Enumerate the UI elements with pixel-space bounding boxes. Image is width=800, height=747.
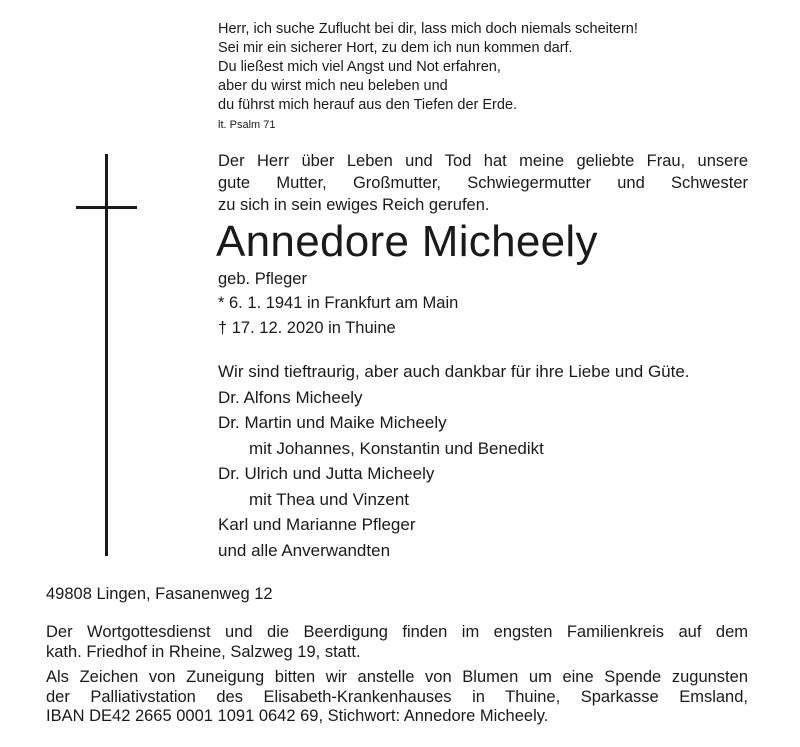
cross-vertical-bar [105, 154, 108, 556]
birth-date: * 6. 1. 1941 in Frankfurt am Main [218, 294, 459, 312]
psalm-source: lt. Psalm 71 [218, 119, 276, 131]
intro-line: Der Herr über Leben und Tod hat meine geliebte Frau, unsere [218, 152, 748, 170]
mourner-name: Dr. Alfons Micheely [218, 387, 363, 407]
donation-notice [46, 668, 748, 727]
mourners-list [218, 359, 758, 563]
mourner-name: und alle Anverwandten [218, 540, 391, 560]
psalm-line: aber du wirst mich neu beleben und [218, 78, 448, 94]
mourner-name: Dr. Ulrich und Jutta Micheely [218, 464, 435, 483]
intro-text [218, 150, 748, 216]
family-address: 49808 Lingen, Fasanenweg 12 [46, 585, 273, 603]
psalm-quote [218, 20, 778, 133]
intro-line: zu sich in sein ewiges Reich gerufen. [218, 196, 490, 214]
donation-line: Als Zeichen von Zuneigung bitten wir anstelle von Blumen um eine Spende zugunsten [46, 668, 748, 686]
mourner-children: mit Johannes, Konstantin und Benedikt [249, 438, 544, 458]
funeral-notice [46, 623, 748, 662]
donation-line: der Palliativstation des Elisabeth-Krankenhauses in Thuine, Sparkasse Emsland, [46, 687, 748, 706]
cross-horizontal-bar [76, 206, 137, 209]
donation-line: IBAN DE42 2665 0001 1091 0642 69, Stichwort: Annedore Micheely. [46, 707, 549, 725]
psalm-line: Herr, ich suche Zuflucht bei dir, lass mich doch niemals scheitern! [218, 21, 638, 37]
deceased-name: Annedore Micheely [216, 217, 598, 266]
mourner-name: Karl und Marianne Pfleger [218, 515, 416, 534]
intro-line: gute Mutter, Großmutter, Schwiegermutter und Schwester [218, 174, 748, 192]
death-date: † 17. 12. 2020 in Thuine [218, 319, 396, 337]
funeral-line: Der Wortgottesdienst und die Beerdigung finden im engsten Familienkreis auf dem [46, 623, 748, 641]
mourners-lead: Wir sind tieftraurig, aber auch dankbar für ihre Liebe und Güte. [218, 362, 690, 381]
psalm-line: Sei mir ein sicherer Hort, zu dem ich nun kommen darf. [218, 40, 573, 56]
psalm-line: Du ließest mich viel Angst und Not erfahren, [218, 59, 501, 75]
funeral-line: kath. Friedhof in Rheine, Salzweg 19, statt. [46, 642, 361, 661]
psalm-line: du führst mich herauf aus den Tiefen der Erde. [218, 97, 518, 113]
mourner-children: mit Thea und Vinzent [249, 489, 410, 509]
maiden-name: geb. Pfleger [218, 270, 307, 288]
mourner-name: Dr. Martin und Maike Micheely [218, 413, 447, 432]
